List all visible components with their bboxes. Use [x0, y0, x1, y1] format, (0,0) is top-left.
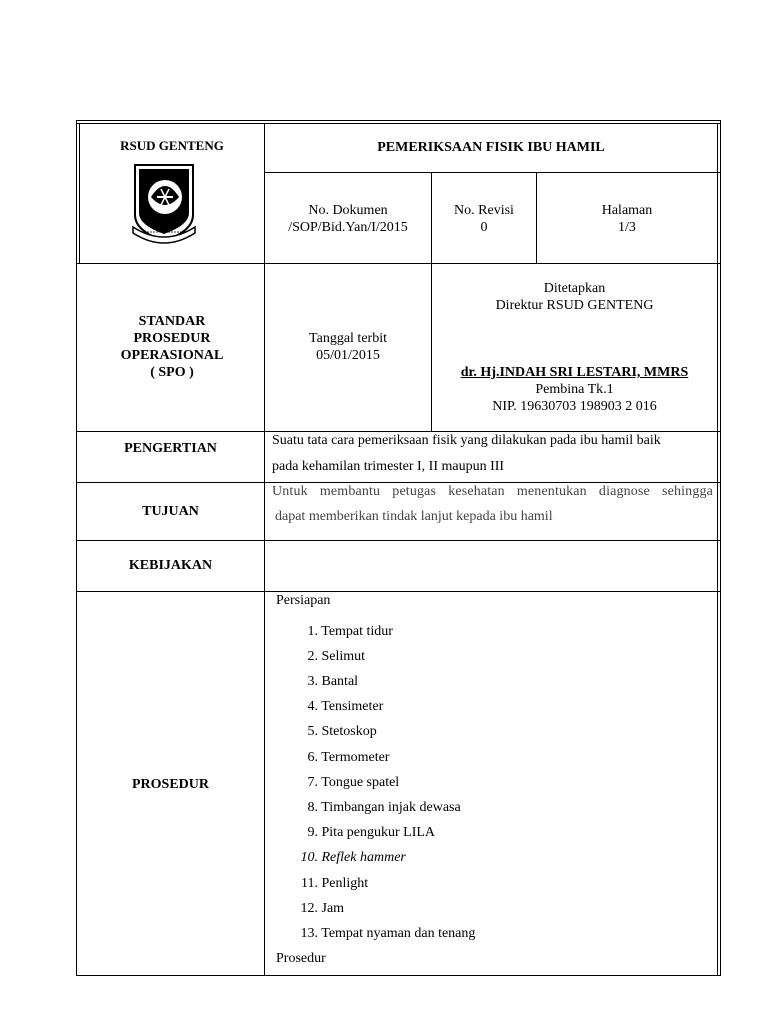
- hospital-name: RSUD GENTENG: [120, 138, 224, 153]
- list-item: 9. Pita pengukur LILA: [307, 825, 436, 840]
- revision-label: No. Revisi: [454, 203, 514, 218]
- kebijakan-label: KEBIJAKAN: [128, 558, 213, 573]
- pengertian-label: PENGERTIAN: [124, 441, 217, 456]
- list-item: 1. Tempat tidur: [307, 624, 393, 639]
- approval-label: Ditetapkan: [543, 281, 606, 296]
- spo-line-3: OPERASIONAL: [120, 348, 224, 363]
- list-item: 4. Tensimeter: [307, 699, 384, 714]
- spo-line-2: PROSEDUR: [133, 331, 211, 346]
- approval-cell: [432, 280, 717, 314]
- list-item: 6. Termometer: [307, 750, 390, 765]
- procedure-heading: Prosedur: [276, 951, 326, 966]
- page-cell: [537, 202, 717, 236]
- list-item: 5. Stetoskop: [307, 724, 377, 739]
- page-value: 1/3: [618, 220, 636, 235]
- issue-date-cell: [265, 330, 431, 364]
- doc-number-cell: [265, 202, 431, 236]
- approval-authority: Direktur RSUD GENTENG: [495, 298, 654, 313]
- list-item: 7. Tongue spatel: [307, 775, 400, 790]
- list-item: 11. Penlight: [301, 876, 369, 891]
- director-name: dr. Hj.INDAH SRI LESTARI, MMRS: [460, 365, 689, 380]
- doc-number-value: /SOP/Bid.Yan/I/2015: [288, 220, 408, 235]
- revision-value: 0: [480, 220, 488, 235]
- pengertian-line-2: pada kehamilan trimester I, II maupun III: [272, 459, 505, 474]
- director-signature-block: [432, 364, 717, 415]
- list-item: 10. Reflek hammer: [300, 850, 406, 865]
- list-item: 2. Selimut: [307, 649, 366, 664]
- tujuan-line-1: Untuk membantu petugas kesehatan menentukan diagnose sehingga: [272, 484, 713, 499]
- spo-line-1: STANDAR: [138, 314, 206, 329]
- revision-cell: [432, 202, 536, 236]
- pengertian-line-1: Suatu tata cara pemeriksaan fisik yang dilakukan pada ibu hamil baik: [272, 433, 661, 448]
- issue-date-value: 05/01/2015: [316, 348, 380, 363]
- director-rank: Pembina Tk.1: [535, 382, 614, 397]
- list-item: 13. Tempat nyaman dan tenang: [300, 926, 476, 941]
- list-item: 12. Jam: [300, 901, 345, 916]
- list-item: 8. Timbangan injak dewasa: [307, 800, 461, 815]
- list-item: 3. Bantal: [307, 674, 359, 689]
- spo-title: [80, 313, 264, 381]
- issue-date-label: Tanggal terbit: [309, 331, 387, 346]
- director-nip: NIP. 19630703 198903 2 016: [492, 399, 657, 414]
- hospital-logo-icon: [131, 161, 197, 245]
- spo-line-4: ( SPO ): [150, 365, 194, 380]
- prosedur-label: PROSEDUR: [131, 777, 209, 792]
- document-title: PEMERIKSAAN FISIK IBU HAMIL: [377, 140, 605, 155]
- preparation-heading: Persiapan: [276, 593, 331, 608]
- doc-number-label: No. Dokumen: [308, 203, 388, 218]
- page-label: Halaman: [601, 203, 653, 218]
- tujuan-label: TUJUAN: [142, 504, 199, 519]
- tujuan-line-2: dapat memberikan tindak lanjut kepada ibu hamil: [275, 509, 553, 524]
